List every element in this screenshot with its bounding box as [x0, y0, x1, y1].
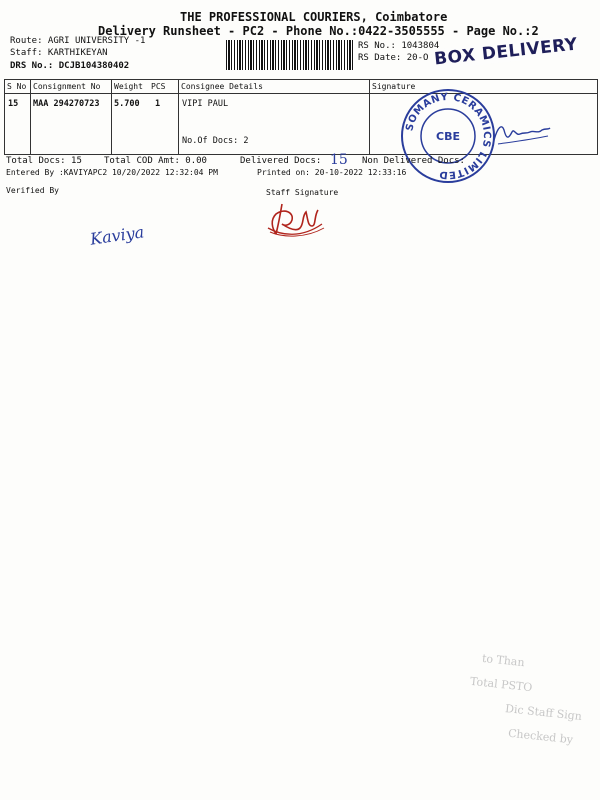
printed-on: Printed on: 20-10-2022 12:33:16 — [257, 168, 407, 177]
runsheet-title: Delivery Runsheet - PC2 - Phone No.:0422-3505555 - Page No.:2 — [98, 24, 539, 38]
rs-number: RS No.: 1043804 — [358, 41, 440, 51]
verified-by-label: Verified By — [6, 186, 59, 195]
col-divider — [178, 80, 179, 154]
staff-signature — [262, 198, 328, 240]
row-weight: 5.700 — [114, 99, 140, 109]
col-divider — [111, 80, 112, 154]
header-signature: Signature — [372, 82, 416, 91]
delivered-docs-handwritten: 15 — [330, 152, 348, 168]
box-delivery-stamp: BOX DELIVERY — [433, 34, 579, 70]
company-title: THE PROFESSIONAL COURIERS, Coimbatore — [180, 10, 448, 24]
bleed-through-text: Total PSTO — [469, 674, 533, 695]
header-weight: Weight — [114, 82, 143, 91]
row-sno: 15 — [8, 99, 19, 109]
delivered-docs: Delivered Docs: — [240, 156, 322, 166]
seal-center-text: CBE — [436, 130, 460, 143]
company-seal-stamp — [398, 86, 498, 186]
header-sno: S No — [7, 82, 27, 91]
barcode — [226, 40, 354, 70]
total-docs: Total Docs: 15 — [6, 156, 82, 166]
non-delivered-docs: Non Delivered Docs: — [362, 156, 465, 166]
staff-signature-label: Staff Signature — [266, 188, 339, 197]
row-no-of-docs: No.Of Docs: 2 — [182, 136, 249, 146]
row-consignee: VIPI PAUL — [182, 99, 229, 109]
row-consignment-no: MAA 294270723 — [33, 99, 100, 109]
route-label: Route: AGRI UNIVERSITY -1 — [10, 36, 146, 46]
header-pcs: PCS — [151, 82, 166, 91]
bleed-through-text: to Than — [481, 651, 526, 670]
seal-text: SOMANY CERAMICS LIMITED — [404, 91, 493, 181]
col-divider — [369, 80, 370, 154]
drs-number: DRS No.: DCJB104380402 — [10, 61, 130, 71]
header-consignment: Consignment No — [33, 82, 101, 91]
bleed-through-text: Checked by — [507, 726, 574, 747]
header-consignee: Consignee Details — [181, 82, 263, 91]
staff-label: Staff: KARTHIKEYAN — [10, 48, 108, 58]
receiver-signature — [492, 120, 552, 150]
row-pcs: 1 — [155, 99, 161, 109]
rs-date: RS Date: 20-O — [358, 53, 429, 63]
verifier-handwritten-name: Kaviya — [88, 222, 146, 249]
bleed-through-text: Dic Staff Sign — [504, 702, 583, 723]
entered-by: Entered By :KAVIYAPC2 10/20/2022 12:32:04 PM — [6, 168, 218, 177]
header-divider — [5, 93, 597, 94]
col-divider — [30, 80, 31, 154]
total-cod-amount: Total COD Amt: 0.00 — [104, 156, 207, 166]
